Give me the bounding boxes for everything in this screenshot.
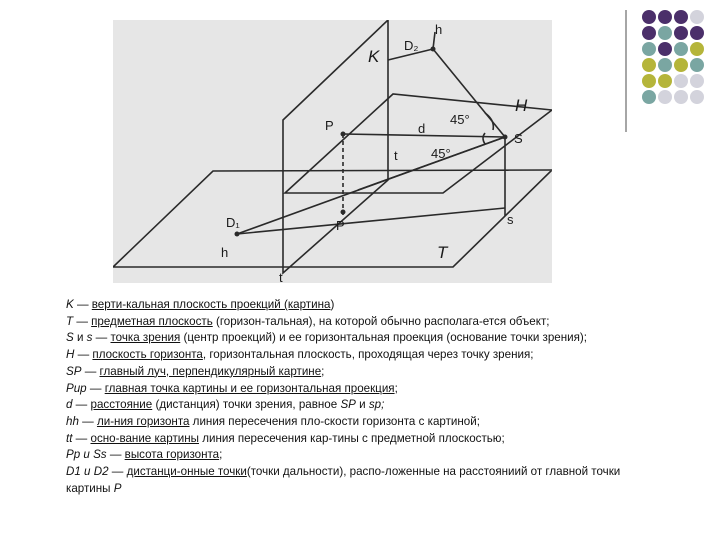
label-t-bottom: t [279,270,283,283]
decoration-dot [642,10,656,24]
decoration-dot [690,10,704,24]
definition-SP: SP — главный луч, перпендикулярный картине; [66,364,325,378]
decoration-dot [658,58,672,72]
label-S: S [514,131,523,146]
definition-H: H — плоскость горизонта, горизонтальная плоскость, проходящая через точку зрения; [66,348,534,362]
decoration-dot [690,90,704,104]
point-p-bottom [341,210,346,215]
decoration-dot [674,26,688,40]
decoration-dot [642,74,656,88]
label-t-mid: t [394,148,398,163]
decoration-dot [674,58,688,72]
definition-T: T — предметная плоскость (горизон-тальная), на которой обычно располага-ется объект; [66,314,550,328]
definition-d: d — расстояние (дистанция) точки зрения, равное SP и sp; [66,398,385,412]
decoration-dot [674,10,688,24]
point-S [503,135,508,140]
label-h-bottom: h [221,245,229,260]
decoration-dot [658,26,672,40]
decoration-dot [690,42,704,56]
decoration-dot [658,90,672,104]
decoration-dot [690,58,704,72]
figure-background [113,20,552,283]
label-h-top: h [435,22,443,37]
definition-height: Pp и Ss — высота горизонта; [66,448,223,462]
label-P-bottom: P [336,218,345,233]
label-H: H [515,96,528,115]
decoration-dot [658,10,672,24]
definitions-text [48,297,658,497]
definition-tt: tt — осно-вание картины линия пересечения кар-тины с предметной плоскостью; [66,431,505,445]
label-K: K [368,47,380,66]
label-D1: D₁ [226,215,240,230]
decoration-dot [642,42,656,56]
decoration-dot [658,74,672,88]
decoration-dot [674,90,688,104]
decoration-dot [642,26,656,40]
label-angle-bottom: 45° [431,146,451,161]
label-T: T [437,243,448,262]
decoration-dot [658,42,672,56]
definition-Pup: Pup — главная точка картины и ее горизонтальная проекция; [66,381,398,395]
decoration-dot [690,26,704,40]
point-P-top [341,132,346,137]
point-D1 [235,232,240,237]
decoration-dot [642,90,656,104]
decoration-dot [674,42,688,56]
label-D2: D₂ [404,38,419,53]
definition-K: K — верти-кальная плоскость проекций (картина) [66,298,335,311]
slide-decoration [624,8,716,138]
definition-D1-D2: D1 и D2 — дистанци-онные точки(точки дальности), распо-ложенные на расстояниий от главной точки картины P [66,465,621,495]
decoration-dot [674,74,688,88]
label-P-top: P [325,118,334,133]
decoration-dot [642,58,656,72]
label-d: d [418,121,426,136]
label-angle-top: 45° [450,112,470,127]
label-s: s [507,212,514,227]
perspective-diagram [113,20,552,283]
point-D2 [431,47,436,52]
definition-hh: hh — ли-ния горизонта линия пересечения пло-скости горизонта с картиной; [66,414,480,428]
definition-S: S и s — точка зрения (центр проекций) и ее горизонтальная проекция (основание точки зрения); [66,331,587,345]
decoration-dot [690,74,704,88]
